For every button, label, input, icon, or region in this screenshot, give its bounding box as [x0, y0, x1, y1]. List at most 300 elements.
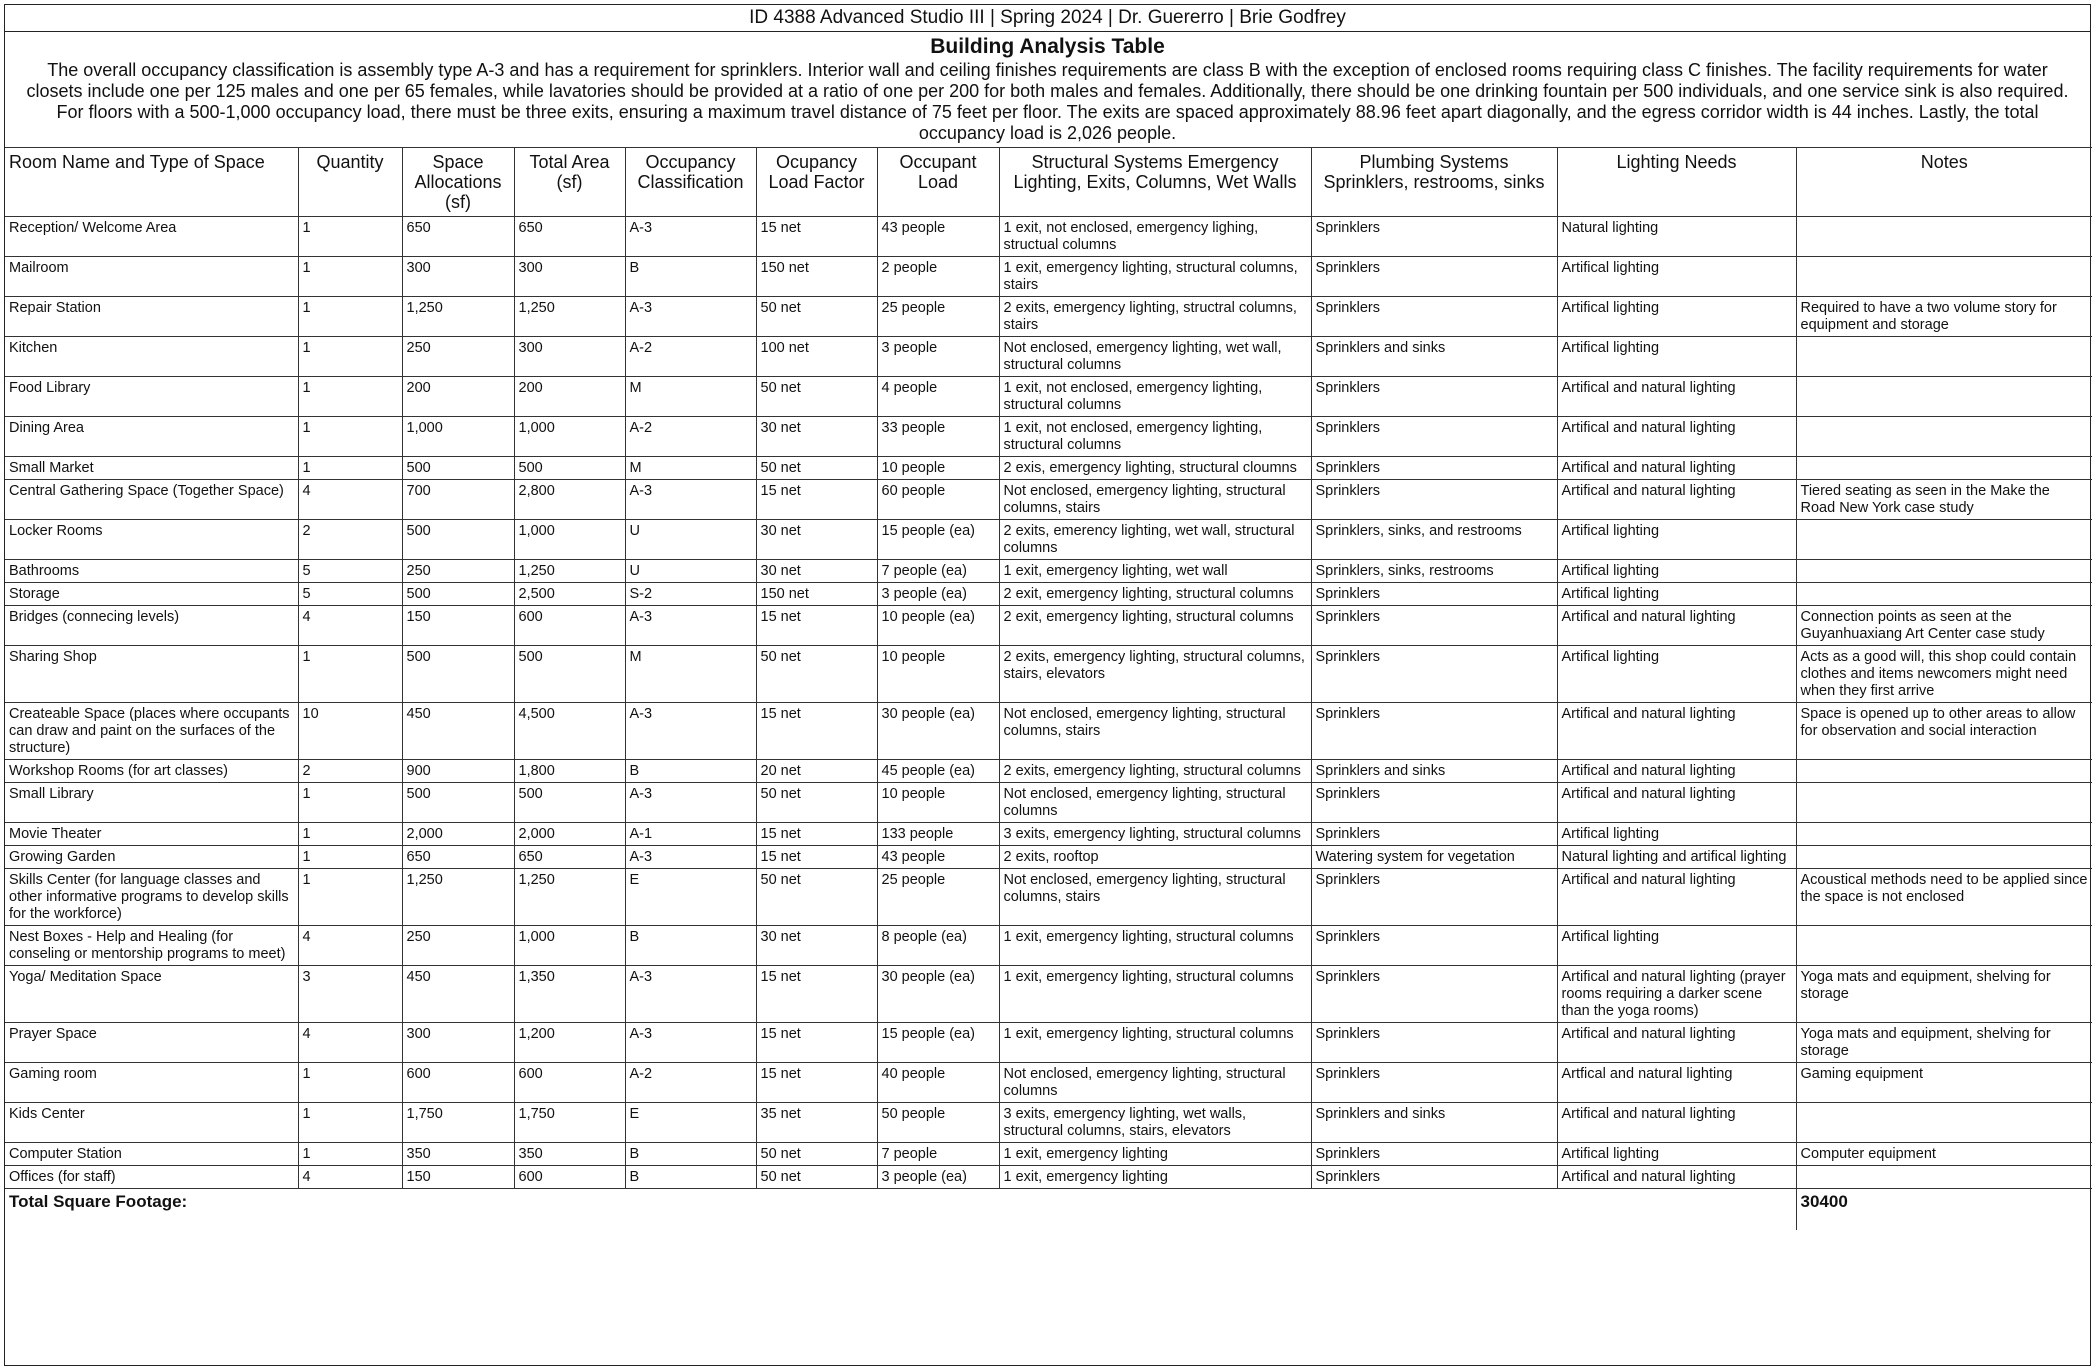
table-row: [5, 783, 2092, 823]
plumbing-systems-cell: Sprinklers: [1311, 1143, 1557, 1166]
structural-systems-cell: 2 exit, emergency lighting, structural columns: [999, 606, 1311, 646]
quantity-cell: 1: [298, 646, 402, 703]
structural-systems-cell: 3 exits, emergency lighting, structural columns: [999, 823, 1311, 846]
analysis-sheet: [4, 4, 2091, 1366]
total-area-cell: 350: [514, 1143, 625, 1166]
table-row: [5, 297, 2092, 337]
total-area-cell: 1,250: [514, 869, 625, 926]
lighting-needs-cell: Artifical and natural lighting: [1557, 1103, 1796, 1143]
quantity-cell: 1: [298, 417, 402, 457]
room-name-cell: Movie Theater: [5, 823, 298, 846]
quantity-cell: 1: [298, 217, 402, 257]
occupant-load-cell: 133 people: [877, 823, 999, 846]
total-area-cell: 500: [514, 646, 625, 703]
room-name-cell: Reception/ Welcome Area: [5, 217, 298, 257]
load-factor-cell: 150 net: [756, 257, 877, 297]
occupancy-class-cell: M: [625, 457, 756, 480]
occupant-load-cell: 50 people: [877, 1103, 999, 1143]
load-factor-cell: 15 net: [756, 1023, 877, 1063]
table-row: [5, 337, 2092, 377]
occupant-load-cell: 30 people (ea): [877, 966, 999, 1023]
notes-cell: [1796, 583, 2092, 606]
occupancy-class-cell: A-3: [625, 966, 756, 1023]
notes-cell: [1796, 337, 2092, 377]
plumbing-systems-cell: Sprinklers: [1311, 703, 1557, 760]
load-factor-cell: 30 net: [756, 520, 877, 560]
plumbing-systems-cell: Sprinklers and sinks: [1311, 337, 1557, 377]
structural-systems-cell: 1 exit, emergency lighting, structural columns: [999, 926, 1311, 966]
load-factor-cell: 50 net: [756, 457, 877, 480]
total-area-cell: 200: [514, 377, 625, 417]
plumbing-systems-cell: Sprinklers: [1311, 583, 1557, 606]
structural-systems-cell: 2 exis, emergency lighting, structural cloumns: [999, 457, 1311, 480]
table-row: [5, 217, 2092, 257]
occupancy-class-cell: U: [625, 560, 756, 583]
occupancy-class-cell: A-3: [625, 703, 756, 760]
space-allocation-cell: 500: [402, 520, 514, 560]
space-allocation-cell: 1,250: [402, 297, 514, 337]
occupant-load-cell: 25 people: [877, 869, 999, 926]
lighting-needs-cell: Artifical and natural lighting: [1557, 480, 1796, 520]
notes-cell: Computer equipment: [1796, 1143, 2092, 1166]
room-name-cell: Gaming room: [5, 1063, 298, 1103]
table-row: [5, 1103, 2092, 1143]
table-row: [5, 257, 2092, 297]
lighting-needs-cell: Artifical and natural lighting: [1557, 377, 1796, 417]
load-factor-cell: 15 net: [756, 480, 877, 520]
notes-cell: Space is opened up to other areas to allow for observation and social interaction: [1796, 703, 2092, 760]
table-row: [5, 703, 2092, 760]
column-header: Occupant Load: [877, 148, 999, 217]
column-header: Occupancy Classification: [625, 148, 756, 217]
space-allocation-cell: 250: [402, 926, 514, 966]
notes-cell: [1796, 846, 2092, 869]
space-allocation-cell: 450: [402, 703, 514, 760]
plumbing-systems-cell: Sprinklers: [1311, 377, 1557, 417]
structural-systems-cell: 2 exits, emergency lighting, structral columns, stairs: [999, 297, 1311, 337]
total-area-cell: 2,500: [514, 583, 625, 606]
occupant-load-cell: 7 people: [877, 1143, 999, 1166]
occupancy-class-cell: A-2: [625, 1063, 756, 1103]
occupant-load-cell: 45 people (ea): [877, 760, 999, 783]
structural-systems-cell: Not enclosed, emergency lighting, structural columns, stairs: [999, 480, 1311, 520]
quantity-cell: 1: [298, 823, 402, 846]
quantity-cell: 1: [298, 869, 402, 926]
room-name-cell: Dining Area: [5, 417, 298, 457]
total-area-cell: 1,250: [514, 560, 625, 583]
room-name-cell: Nest Boxes - Help and Healing (for conseling or mentorship programs to meet): [5, 926, 298, 966]
quantity-cell: 1: [298, 257, 402, 297]
structural-systems-cell: 2 exits, emergency lighting, structural columns: [999, 760, 1311, 783]
quantity-cell: 2: [298, 520, 402, 560]
occupant-load-cell: 2 people: [877, 257, 999, 297]
table-row: [5, 480, 2092, 520]
room-name-cell: Repair Station: [5, 297, 298, 337]
occupancy-class-cell: B: [625, 1143, 756, 1166]
occupancy-class-cell: A-3: [625, 606, 756, 646]
structural-systems-cell: Not enclosed, emergency lighting, structural columns, stairs: [999, 703, 1311, 760]
space-allocation-cell: 250: [402, 337, 514, 377]
notes-cell: Connection points as seen at the Guyanhuaxiang Art Center case study: [1796, 606, 2092, 646]
room-name-cell: Central Gathering Space (Together Space): [5, 480, 298, 520]
occupant-load-cell: 33 people: [877, 417, 999, 457]
load-factor-cell: 30 net: [756, 417, 877, 457]
room-name-cell: Prayer Space: [5, 1023, 298, 1063]
total-area-cell: 1,250: [514, 297, 625, 337]
column-header: Space Allocations (sf): [402, 148, 514, 217]
total-area-cell: 300: [514, 337, 625, 377]
occupancy-class-cell: M: [625, 377, 756, 417]
occupancy-class-cell: M: [625, 646, 756, 703]
total-area-cell: 4,500: [514, 703, 625, 760]
notes-cell: [1796, 560, 2092, 583]
quantity-cell: 1: [298, 457, 402, 480]
lighting-needs-cell: Artifical and natural lighting (prayer rooms requiring a darker scene than the yoga rooms): [1557, 966, 1796, 1023]
total-area-cell: 2,800: [514, 480, 625, 520]
room-name-cell: Bathrooms: [5, 560, 298, 583]
space-allocation-cell: 150: [402, 606, 514, 646]
table-row: [5, 966, 2092, 1023]
room-name-cell: Bridges (connecing levels): [5, 606, 298, 646]
space-allocation-cell: 650: [402, 846, 514, 869]
quantity-cell: 4: [298, 480, 402, 520]
occupant-load-cell: 25 people: [877, 297, 999, 337]
column-header: Total Area (sf): [514, 148, 625, 217]
space-allocation-cell: 500: [402, 583, 514, 606]
structural-systems-cell: 1 exit, emergency lighting, structural columns: [999, 1023, 1311, 1063]
total-area-cell: 650: [514, 217, 625, 257]
quantity-cell: 4: [298, 926, 402, 966]
total-area-cell: 1,000: [514, 520, 625, 560]
occupant-load-cell: 15 people (ea): [877, 1023, 999, 1063]
occupant-load-cell: 4 people: [877, 377, 999, 417]
table-row: [5, 583, 2092, 606]
quantity-cell: 1: [298, 1103, 402, 1143]
lighting-needs-cell: Artifical lighting: [1557, 297, 1796, 337]
lighting-needs-cell: Artifical lighting: [1557, 560, 1796, 583]
load-factor-cell: 50 net: [756, 646, 877, 703]
total-value: 30400: [1796, 1189, 2092, 1231]
occupancy-class-cell: A-3: [625, 846, 756, 869]
room-name-cell: Createable Space (places where occupants can draw and paint on the surfaces of the structure): [5, 703, 298, 760]
table-row: [5, 869, 2092, 926]
notes-cell: [1796, 1166, 2092, 1189]
lighting-needs-cell: Artifical and natural lighting: [1557, 760, 1796, 783]
table-row: [5, 1143, 2092, 1166]
plumbing-systems-cell: Sprinklers: [1311, 1063, 1557, 1103]
lighting-needs-cell: Artifical and natural lighting: [1557, 869, 1796, 926]
table-row: [5, 377, 2092, 417]
notes-cell: Tiered seating as seen in the Make the Road New York case study: [1796, 480, 2092, 520]
column-header: Quantity: [298, 148, 402, 217]
load-factor-cell: 15 net: [756, 966, 877, 1023]
load-factor-cell: 50 net: [756, 1166, 877, 1189]
notes-cell: [1796, 760, 2092, 783]
plumbing-systems-cell: Sprinklers: [1311, 926, 1557, 966]
load-factor-cell: 15 net: [756, 703, 877, 760]
space-allocation-cell: 2,000: [402, 823, 514, 846]
quantity-cell: 1: [298, 1143, 402, 1166]
quantity-cell: 1: [298, 337, 402, 377]
occupant-load-cell: 30 people (ea): [877, 703, 999, 760]
room-name-cell: Locker Rooms: [5, 520, 298, 560]
notes-cell: [1796, 217, 2092, 257]
load-factor-cell: 50 net: [756, 377, 877, 417]
load-factor-cell: 35 net: [756, 1103, 877, 1143]
lighting-needs-cell: Artifical lighting: [1557, 926, 1796, 966]
notes-cell: [1796, 1103, 2092, 1143]
load-factor-cell: 50 net: [756, 869, 877, 926]
total-area-cell: 600: [514, 1166, 625, 1189]
occupant-load-cell: 3 people (ea): [877, 1166, 999, 1189]
structural-systems-cell: Not enclosed, emergency lighting, structural columns: [999, 1063, 1311, 1103]
notes-cell: [1796, 377, 2092, 417]
structural-systems-cell: 2 exits, emerency lighting, wet wall, structural columns: [999, 520, 1311, 560]
lighting-needs-cell: Natural lighting: [1557, 217, 1796, 257]
table-body: [5, 217, 2092, 1189]
plumbing-systems-cell: Watering system for vegetation: [1311, 846, 1557, 869]
space-allocation-cell: 350: [402, 1143, 514, 1166]
load-factor-cell: 15 net: [756, 846, 877, 869]
occupant-load-cell: 3 people (ea): [877, 583, 999, 606]
quantity-cell: 1: [298, 1063, 402, 1103]
quantity-cell: 4: [298, 606, 402, 646]
notes-cell: [1796, 257, 2092, 297]
structural-systems-cell: Not enclosed, emergency lighting, wet wall, structural columns: [999, 337, 1311, 377]
structural-systems-cell: 1 exit, emergency lighting, wet wall: [999, 560, 1311, 583]
occupancy-class-cell: B: [625, 926, 756, 966]
total-area-cell: 650: [514, 846, 625, 869]
occupancy-class-cell: E: [625, 1103, 756, 1143]
structural-systems-cell: 3 exits, emergency lighting, wet walls, structural columns, stairs, elevators: [999, 1103, 1311, 1143]
load-factor-cell: 150 net: [756, 583, 877, 606]
total-area-cell: 300: [514, 257, 625, 297]
column-header: Room Name and Type of Space: [5, 148, 298, 217]
total-area-cell: 1,800: [514, 760, 625, 783]
plumbing-systems-cell: Sprinklers: [1311, 823, 1557, 846]
plumbing-systems-cell: Sprinklers: [1311, 966, 1557, 1023]
occupant-load-cell: 10 people (ea): [877, 606, 999, 646]
space-allocation-cell: 200: [402, 377, 514, 417]
plumbing-systems-cell: Sprinklers and sinks: [1311, 1103, 1557, 1143]
total-area-cell: 1,000: [514, 926, 625, 966]
table-row: [5, 1063, 2092, 1103]
table-row: [5, 1023, 2092, 1063]
building-analysis-table: [5, 147, 2092, 1230]
lighting-needs-cell: Artifical lighting: [1557, 823, 1796, 846]
room-name-cell: Food Library: [5, 377, 298, 417]
occupant-load-cell: 15 people (ea): [877, 520, 999, 560]
quantity-cell: 1: [298, 377, 402, 417]
table-row: [5, 457, 2092, 480]
occupant-load-cell: 40 people: [877, 1063, 999, 1103]
occupancy-class-cell: B: [625, 760, 756, 783]
lighting-needs-cell: Natural lighting and artifical lighting: [1557, 846, 1796, 869]
plumbing-systems-cell: Sprinklers: [1311, 297, 1557, 337]
load-factor-cell: 30 net: [756, 926, 877, 966]
space-allocation-cell: 900: [402, 760, 514, 783]
table-row: [5, 760, 2092, 783]
room-name-cell: Offices (for staff): [5, 1166, 298, 1189]
space-allocation-cell: 1,250: [402, 869, 514, 926]
load-factor-cell: 50 net: [756, 1143, 877, 1166]
load-factor-cell: 50 net: [756, 783, 877, 823]
space-allocation-cell: 500: [402, 646, 514, 703]
quantity-cell: 4: [298, 1166, 402, 1189]
quantity-cell: 4: [298, 1023, 402, 1063]
occupancy-class-cell: B: [625, 257, 756, 297]
notes-cell: Acts as a good will, this shop could contain clothes and items newcomers might need when they first arrive: [1796, 646, 2092, 703]
structural-systems-cell: 1 exit, emergency lighting: [999, 1143, 1311, 1166]
room-name-cell: Yoga/ Meditation Space: [5, 966, 298, 1023]
column-header: Lighting Needs: [1557, 148, 1796, 217]
plumbing-systems-cell: Sprinklers, sinks, and restrooms: [1311, 520, 1557, 560]
occupant-load-cell: 10 people: [877, 457, 999, 480]
summary-paragraph: The overall occupancy classification is assembly type A-3 and has a requirement for sprinklers. Interior wall and ceiling finishes requirements are class B with the exception of enclosed rooms requiring class C finishes. The facility requirements for water closets include one per 125 males and one per 65 females, while lavatories should be provided at a ratio of one per 200 for both males and females. Additionally, there should be one drinking fountain per 500 individuals, and one service sink is also required. For floors with a 500-1,000 occupancy load, there must be three exits, ensuring a maximum travel distance of 75 feet per floor. The exits are spaced approximately 88.96 feet apart diagonally, and the egress corridor width is 44 inches. Lastly, the total occupancy load is 2,026 people.: [26, 60, 2069, 143]
table-row: [5, 823, 2092, 846]
column-header: Ocupancy Load Factor: [756, 148, 877, 217]
plumbing-systems-cell: Sprinklers: [1311, 1023, 1557, 1063]
room-name-cell: Sharing Shop: [5, 646, 298, 703]
total-area-cell: 1,350: [514, 966, 625, 1023]
plumbing-systems-cell: Sprinklers: [1311, 457, 1557, 480]
structural-systems-cell: 1 exit, emergency lighting: [999, 1166, 1311, 1189]
occupant-load-cell: 43 people: [877, 217, 999, 257]
occupancy-class-cell: A-3: [625, 217, 756, 257]
notes-cell: Required to have a two volume story for equipment and storage: [1796, 297, 2092, 337]
space-allocation-cell: 500: [402, 783, 514, 823]
total-area-cell: 2,000: [514, 823, 625, 846]
plumbing-systems-cell: Sprinklers and sinks: [1311, 760, 1557, 783]
occupancy-class-cell: A-3: [625, 1023, 756, 1063]
structural-systems-cell: 1 exit, emergency lighting, structural columns, stairs: [999, 257, 1311, 297]
total-area-cell: 600: [514, 606, 625, 646]
room-name-cell: Storage: [5, 583, 298, 606]
structural-systems-cell: 2 exits, rooftop: [999, 846, 1311, 869]
room-name-cell: Workshop Rooms (for art classes): [5, 760, 298, 783]
table-header-row: [5, 148, 2092, 217]
structural-systems-cell: 2 exit, emergency lighting, structural columns: [999, 583, 1311, 606]
occupant-load-cell: 3 people: [877, 337, 999, 377]
occupant-load-cell: 8 people (ea): [877, 926, 999, 966]
notes-cell: Acoustical methods need to be applied since the space is not enclosed: [1796, 869, 2092, 926]
occupant-load-cell: 43 people: [877, 846, 999, 869]
occupancy-class-cell: U: [625, 520, 756, 560]
structural-systems-cell: 1 exit, emergency lighting, structural columns: [999, 966, 1311, 1023]
notes-cell: [1796, 457, 2092, 480]
lighting-needs-cell: Artifical and natural lighting: [1557, 783, 1796, 823]
space-allocation-cell: 300: [402, 1023, 514, 1063]
lighting-needs-cell: Artifical lighting: [1557, 1143, 1796, 1166]
total-area-cell: 500: [514, 783, 625, 823]
lighting-needs-cell: Artifical and natural lighting: [1557, 606, 1796, 646]
total-area-cell: 600: [514, 1063, 625, 1103]
total-area-cell: 1,750: [514, 1103, 625, 1143]
plumbing-systems-cell: Sprinklers: [1311, 646, 1557, 703]
quantity-cell: 5: [298, 583, 402, 606]
space-allocation-cell: 150: [402, 1166, 514, 1189]
room-name-cell: Growing Garden: [5, 846, 298, 869]
occupancy-class-cell: A-3: [625, 480, 756, 520]
table-row: [5, 646, 2092, 703]
plumbing-systems-cell: Sprinklers: [1311, 1166, 1557, 1189]
quantity-cell: 1: [298, 297, 402, 337]
notes-cell: [1796, 520, 2092, 560]
load-factor-cell: 15 net: [756, 823, 877, 846]
plumbing-systems-cell: Sprinklers: [1311, 869, 1557, 926]
table-row: [5, 926, 2092, 966]
total-label: Total Square Footage:: [5, 1189, 1796, 1231]
intro-block: [5, 32, 2090, 147]
total-area-cell: 500: [514, 457, 625, 480]
plumbing-systems-cell: Sprinklers: [1311, 217, 1557, 257]
notes-cell: [1796, 926, 2092, 966]
room-name-cell: Small Market: [5, 457, 298, 480]
space-allocation-cell: 650: [402, 217, 514, 257]
occupant-load-cell: 10 people: [877, 783, 999, 823]
load-factor-cell: 100 net: [756, 337, 877, 377]
plumbing-systems-cell: Sprinklers: [1311, 783, 1557, 823]
document-title: Building Analysis Table: [930, 35, 1165, 58]
occupancy-class-cell: A-2: [625, 337, 756, 377]
lighting-needs-cell: Artifical and natural lighting: [1557, 417, 1796, 457]
occupancy-class-cell: S-2: [625, 583, 756, 606]
plumbing-systems-cell: Sprinklers: [1311, 417, 1557, 457]
plumbing-systems-cell: Sprinklers: [1311, 257, 1557, 297]
room-name-cell: Small Library: [5, 783, 298, 823]
column-header: Structural Systems Emergency Lighting, Exits, Columns, Wet Walls: [999, 148, 1311, 217]
structural-systems-cell: 1 exit, not enclosed, emergency lighting, structural columns: [999, 377, 1311, 417]
total-area-cell: 1,200: [514, 1023, 625, 1063]
quantity-cell: 10: [298, 703, 402, 760]
space-allocation-cell: 450: [402, 966, 514, 1023]
space-allocation-cell: 1,000: [402, 417, 514, 457]
lighting-needs-cell: Artifical and natural lighting: [1557, 1023, 1796, 1063]
occupancy-class-cell: A-3: [625, 297, 756, 337]
structural-systems-cell: 2 exits, emergency lighting, structural columns, stairs, elevators: [999, 646, 1311, 703]
occupancy-class-cell: A-2: [625, 417, 756, 457]
quantity-cell: 3: [298, 966, 402, 1023]
plumbing-systems-cell: Sprinklers, sinks, restrooms: [1311, 560, 1557, 583]
occupancy-class-cell: B: [625, 1166, 756, 1189]
course-header: ID 4388 Advanced Studio III | Spring 2024 | Dr. Guererro | Brie Godfrey: [5, 5, 2090, 32]
lighting-needs-cell: Artifical lighting: [1557, 337, 1796, 377]
occupancy-class-cell: A-3: [625, 783, 756, 823]
column-header: Plumbing Systems Sprinklers, restrooms, sinks: [1311, 148, 1557, 217]
lighting-needs-cell: Artifical lighting: [1557, 583, 1796, 606]
structural-systems-cell: Not enclosed, emergency lighting, structural columns: [999, 783, 1311, 823]
plumbing-systems-cell: Sprinklers: [1311, 480, 1557, 520]
notes-cell: [1796, 417, 2092, 457]
quantity-cell: 1: [298, 783, 402, 823]
occupant-load-cell: 10 people: [877, 646, 999, 703]
notes-cell: Yoga mats and equipment, shelving for storage: [1796, 1023, 2092, 1063]
room-name-cell: Computer Station: [5, 1143, 298, 1166]
total-row: [5, 1189, 2092, 1231]
occupant-load-cell: 7 people (ea): [877, 560, 999, 583]
table-row: [5, 846, 2092, 869]
load-factor-cell: 15 net: [756, 1063, 877, 1103]
space-allocation-cell: 300: [402, 257, 514, 297]
column-header: Notes: [1796, 148, 2092, 217]
load-factor-cell: 50 net: [756, 297, 877, 337]
room-name-cell: Mailroom: [5, 257, 298, 297]
room-name-cell: Kids Center: [5, 1103, 298, 1143]
occupant-load-cell: 60 people: [877, 480, 999, 520]
room-name-cell: Skills Center (for language classes and other informative programs to develop skills for the workforce): [5, 869, 298, 926]
total-area-cell: 1,000: [514, 417, 625, 457]
plumbing-systems-cell: Sprinklers: [1311, 606, 1557, 646]
